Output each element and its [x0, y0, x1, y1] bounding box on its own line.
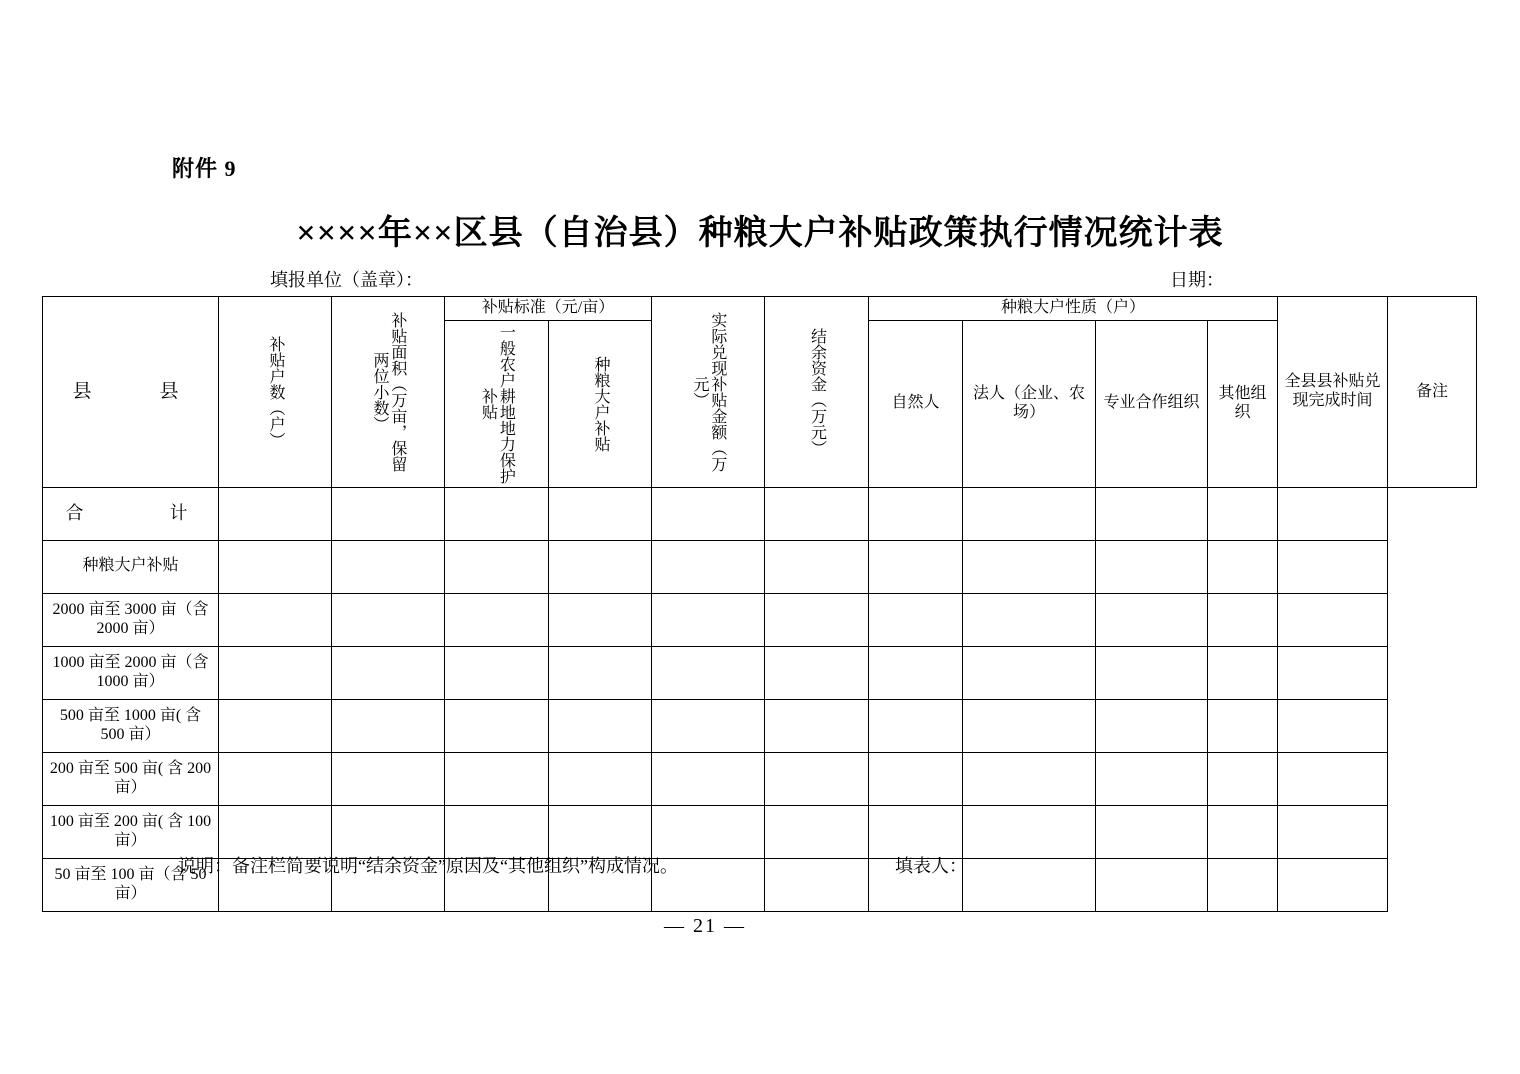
- date-label: 日期：: [1170, 270, 1224, 290]
- data-cell[interactable]: [549, 699, 652, 752]
- header-remark: 备注: [1388, 297, 1477, 488]
- data-cell[interactable]: [765, 752, 869, 805]
- table-row: [43, 646, 1477, 699]
- data-cell[interactable]: [1208, 699, 1278, 752]
- row-label: 200 亩至 500 亩( 含 200 亩）: [43, 752, 219, 805]
- row-label: 种粮大户补贴: [43, 540, 219, 593]
- data-cell[interactable]: [445, 699, 549, 752]
- table-row: [43, 487, 1477, 540]
- data-cell[interactable]: [445, 805, 549, 858]
- data-cell[interactable]: [963, 540, 1096, 593]
- data-cell[interactable]: [1208, 487, 1278, 540]
- data-cell[interactable]: [219, 805, 332, 858]
- data-cell[interactable]: [549, 805, 652, 858]
- data-cell[interactable]: [219, 752, 332, 805]
- data-cell[interactable]: [549, 646, 652, 699]
- data-cell[interactable]: [963, 752, 1096, 805]
- data-cell[interactable]: [1096, 858, 1208, 911]
- data-cell[interactable]: [1096, 646, 1208, 699]
- data-cell[interactable]: [1278, 805, 1388, 858]
- data-cell[interactable]: [332, 593, 445, 646]
- data-cell[interactable]: [549, 593, 652, 646]
- data-cell[interactable]: [1096, 540, 1208, 593]
- data-cell[interactable]: [1278, 487, 1388, 540]
- data-cell[interactable]: [332, 699, 445, 752]
- header-completion-time: 全县县补贴兑现完成时间: [1278, 297, 1388, 488]
- data-cell[interactable]: [549, 752, 652, 805]
- row-label: 2000 亩至 3000 亩（含 2000 亩）: [43, 593, 219, 646]
- data-cell[interactable]: [1278, 752, 1388, 805]
- header-nature-legal: 法人（企业、农场）: [963, 320, 1096, 487]
- table-row: [43, 752, 1477, 805]
- header-subsidy-area: 补贴面积（万亩，保留两位小数）: [332, 297, 445, 488]
- header-standard-group: 补贴标准（元/亩）: [445, 297, 652, 321]
- data-cell[interactable]: [1208, 805, 1278, 858]
- data-cell[interactable]: [652, 646, 765, 699]
- data-cell[interactable]: [219, 487, 332, 540]
- data-cell[interactable]: [549, 487, 652, 540]
- data-cell[interactable]: [1278, 646, 1388, 699]
- data-cell[interactable]: [963, 858, 1096, 911]
- data-cell[interactable]: [1208, 858, 1278, 911]
- table-row: [43, 699, 1477, 752]
- data-cell[interactable]: [332, 752, 445, 805]
- data-cell[interactable]: [765, 593, 869, 646]
- data-cell[interactable]: [1278, 540, 1388, 593]
- preparer-label: 填表人：: [895, 856, 967, 876]
- data-cell[interactable]: [652, 593, 765, 646]
- row-label: 1000 亩至 2000 亩（含 1000 亩）: [43, 646, 219, 699]
- data-cell[interactable]: [963, 593, 1096, 646]
- data-cell[interactable]: [963, 699, 1096, 752]
- data-cell[interactable]: [1096, 699, 1208, 752]
- data-cell[interactable]: [1096, 752, 1208, 805]
- data-cell[interactable]: [549, 540, 652, 593]
- data-cell[interactable]: [652, 487, 765, 540]
- data-cell[interactable]: [332, 487, 445, 540]
- data-cell[interactable]: [1278, 593, 1388, 646]
- table-header-row-1: [43, 297, 1477, 321]
- page-title: ××××年××区县（自治县）种粮大户补贴政策执行情况统计表: [296, 215, 1224, 252]
- data-cell[interactable]: [765, 805, 869, 858]
- data-cell[interactable]: [445, 540, 549, 593]
- data-cell[interactable]: [1096, 593, 1208, 646]
- data-cell[interactable]: [869, 487, 963, 540]
- data-cell[interactable]: [332, 646, 445, 699]
- data-cell[interactable]: [445, 646, 549, 699]
- data-cell[interactable]: [963, 487, 1096, 540]
- data-cell[interactable]: [1208, 593, 1278, 646]
- data-cell[interactable]: [1096, 805, 1208, 858]
- table-row: [43, 593, 1477, 646]
- data-cell[interactable]: [652, 805, 765, 858]
- header-standard-general: 一般农户耕地地力保护补贴: [445, 320, 549, 487]
- data-cell[interactable]: [1096, 487, 1208, 540]
- data-cell[interactable]: [1208, 752, 1278, 805]
- data-cell[interactable]: [652, 699, 765, 752]
- table-row: [43, 540, 1477, 593]
- row-label: 合 计: [43, 487, 219, 540]
- header-nature-group: 种粮大户性质（户）: [869, 297, 1278, 321]
- header-actual-amount: 实际兑现补贴金额（万元）: [652, 297, 765, 488]
- header-nature-other: 其他组织: [1208, 320, 1278, 487]
- header-nature-coop: 专业合作组织: [1096, 320, 1208, 487]
- data-cell[interactable]: [869, 646, 963, 699]
- data-cell[interactable]: [1208, 540, 1278, 593]
- data-cell[interactable]: [869, 593, 963, 646]
- data-cell[interactable]: [765, 540, 869, 593]
- data-cell[interactable]: [652, 752, 765, 805]
- data-cell[interactable]: [219, 699, 332, 752]
- data-cell[interactable]: [332, 805, 445, 858]
- row-label: 500 亩至 1000 亩( 含 500 亩）: [43, 699, 219, 752]
- data-cell[interactable]: [219, 593, 332, 646]
- data-cell[interactable]: [219, 540, 332, 593]
- row-label: 50 亩至 100 亩（含 50 亩）: [43, 858, 219, 911]
- data-cell[interactable]: [869, 699, 963, 752]
- data-cell[interactable]: [445, 487, 549, 540]
- statistics-table: [42, 296, 1477, 912]
- data-cell[interactable]: [765, 487, 869, 540]
- header-nature-natural: 自然人: [869, 320, 963, 487]
- data-cell[interactable]: [1278, 699, 1388, 752]
- data-cell[interactable]: [652, 540, 765, 593]
- data-cell[interactable]: [765, 699, 869, 752]
- data-cell[interactable]: [869, 540, 963, 593]
- note-text: 说明：备注栏简要说明“结余资金”原因及“其他组织”构成情况。: [178, 856, 678, 876]
- page-number: — 21 —: [664, 915, 746, 937]
- header-standard-bigfarmer: 种粮大户补贴: [549, 320, 652, 487]
- header-balance-funds: 结余资金（万元）: [765, 297, 869, 488]
- data-cell[interactable]: [332, 540, 445, 593]
- header-household-count: 补贴户数（户）: [219, 297, 332, 488]
- data-cell[interactable]: [1208, 646, 1278, 699]
- data-cell[interactable]: [445, 752, 549, 805]
- data-cell[interactable]: [963, 805, 1096, 858]
- data-cell[interactable]: [869, 752, 963, 805]
- data-cell[interactable]: [445, 593, 549, 646]
- data-cell[interactable]: [963, 646, 1096, 699]
- data-cell[interactable]: [765, 858, 869, 911]
- data-cell[interactable]: [1278, 858, 1388, 911]
- filing-unit-label: 填报单位（盖章）：: [270, 270, 423, 290]
- data-cell[interactable]: [869, 805, 963, 858]
- data-cell[interactable]: [765, 646, 869, 699]
- header-county: 县 县: [43, 297, 219, 488]
- attachment-label: 附件 9: [172, 156, 237, 181]
- data-cell[interactable]: [219, 646, 332, 699]
- table-row: [43, 805, 1477, 858]
- row-label: 100 亩至 200 亩( 含 100 亩）: [43, 805, 219, 858]
